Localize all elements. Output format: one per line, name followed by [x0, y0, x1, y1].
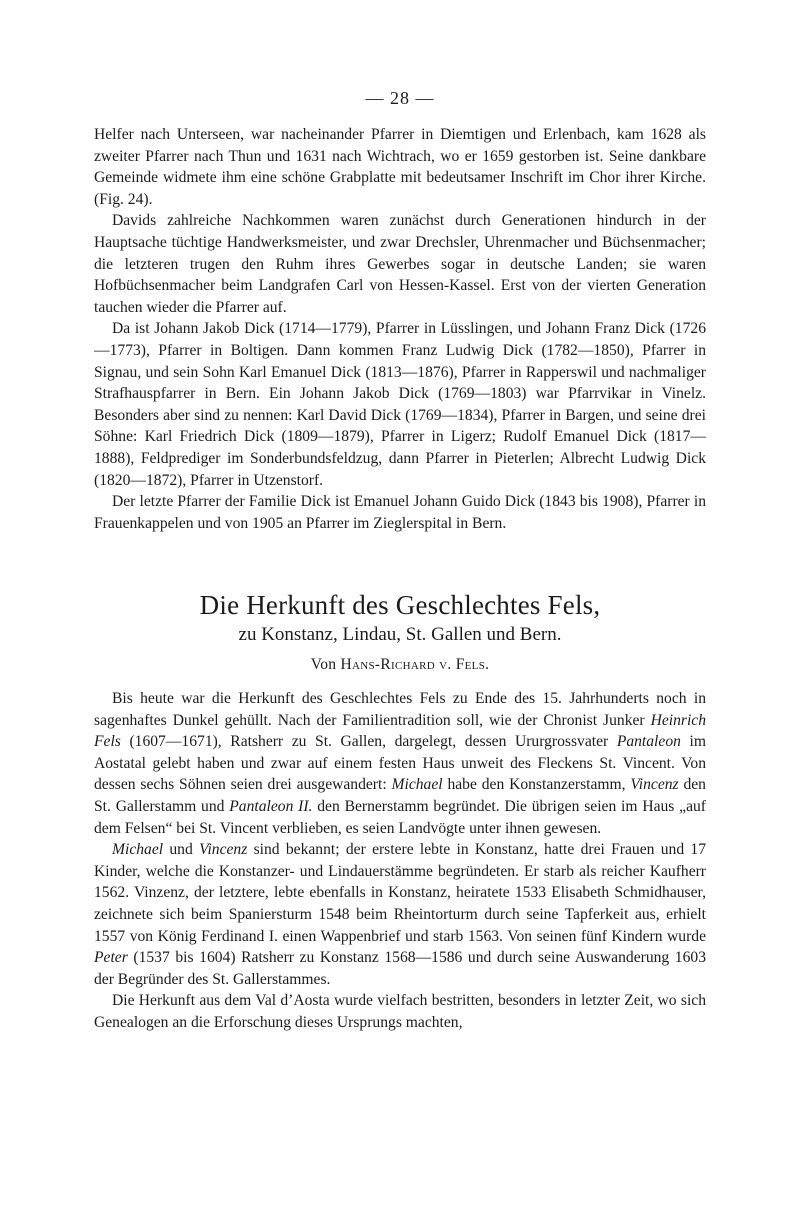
article-body	[94, 688, 706, 1034]
paragraph: Da ist Johann Jakob Dick (1714—1779), Pfarrer in Lüsslingen, und Johann Franz Dick (1726—1773), Pfarrer in Boltigen. Dann kommen Franz Ludwig Dick (1782—1850), Pfarrer in Signau, und sein Sohn Karl Emanuel Dick (1813—1876), Pfarrer in Rapperswil und nachmaliger Strafhauspfarrer in Bern. Ein Johann Jakob Dick (1769—1803) war Pfarrvikar in Vinelz. Besonders aber sind zu nennen: Karl David Dick (1769—1834), Pfarrer in Bargen, und seine drei Söhne: Karl Friedrich Dick (1809—1879), Pfarrer in Ligerz; Rudolf Emanuel Dick (1817—1888), Feldprediger im Sonderbundsfeldzug, dann Pfarrer in Pieterlen; Albrecht Ludwig Dick (1820—1872), Pfarrer in Utzenstorf.	[94, 320, 706, 489]
italic-name: Heinrich Fels	[94, 711, 706, 751]
italic-name: Pantaleon II.	[229, 797, 313, 815]
text-run: den St. Gallerstamm und	[94, 776, 706, 815]
text-run: den Bernerstamm begründet. Die übrigen seien im Haus „auf dem Felsen“ bei St. Vincent verblieben, es seien Landvögte unter ihnen gewesen.	[94, 797, 706, 837]
paragraph: Helfer nach Unterseen, war nacheinander Pfarrer in Diemtigen und Erlenbach, kam 1628 als zweiter Pfarrer nach Thun und 1631 nach Wichtrach, wo er 1659 gestorben ist. Seine dankbare Gemeinde widmete ihm eine schöne Grabplatte mit bedeutsamer Inschrift im Chor ihrer Kirche. (Fig. 24).	[94, 126, 706, 208]
paragraph	[94, 688, 706, 839]
text-run: im Aostatal gelebt haben und zwar auf einem festen Haus unweit des Fleckens St. Vincent. Von dessen sechs Söhnen seien drei ausgewandert:	[94, 733, 706, 794]
paragraph: Der letzte Pfarrer der Familie Dick ist Emanuel Johann Guido Dick (1843 bis 1908), Pfarrer in Frauenkappelen und von 1905 an Pfarrer im Zieglerspital in Bern.	[94, 493, 706, 532]
article-byline	[0, 656, 800, 674]
italic-name: Michael	[391, 776, 443, 794]
byline-prefix: Von	[310, 656, 337, 673]
text-run: habe den Konstanzerstamm,	[442, 776, 631, 794]
paragraph: Die Herkunft aus dem Val d’Aosta wurde vielfach bestritten, besonders in letzter Zeit, wo sich Genealogen an die Erforschung dieses Ursprungs machten,	[94, 992, 706, 1031]
text-run: sind bekannt; der erstere lebte in Konstanz, hatte drei Frauen und 17 Kinder, welche die Konstanzer- und Lindauerstämme begründeten. Er starb als reicher Kaufherr 1562. Vinzenz, der letztere, lebte ebenfalls in Konstanz, heiratete 1533 Elisabeth Schmidhauser, zeichnete sich beim Spaniersturm 1548 beim Rheintorturm durch seine Tapferkeit aus, erhielt 1557 von König Ferdinand I. einen Wappenbrief und starb 1563. Von seinen fünf Kindern wurde	[94, 841, 707, 945]
text-run: Bis heute war die Herkunft des Geschlechtes Fels zu Ende des 15. Jahrhunderts noch in sagenhaftes Dunkel gehüllt. Nach der Familientradition soll, wie der Chronist Junker	[94, 690, 706, 729]
page-number: — 28 —	[365, 88, 435, 108]
text-run: (1607—1671), Ratsherr zu St. Gallen, dargelegt, dessen Ururgrossvater	[120, 733, 617, 751]
paragraph: Davids zahlreiche Nachkommen waren zunächst durch Generationen hindurch in der Hauptsache tüchtige Handwerksmeister, und zwar Drechsler, Uhrenmacher und Büchsenmacher; die letzteren trugen den Ruhm ihres Gewerbes sogar in deutsche Landen; sie waren Hofbüchsenmacher beim Landgrafen Carl von Hessen-Kassel. Erst von der vierten Generation tauchen wieder die Pfarrer auf.	[94, 212, 706, 316]
article-subtitle: zu Konstanz, Lindau, St. Gallen und Bern.	[238, 624, 562, 645]
paragraph	[94, 839, 706, 990]
italic-name: Vincenz	[630, 776, 679, 794]
italic-name: Michael	[112, 841, 164, 859]
italic-name: Pantaleon	[616, 733, 681, 751]
previous-article-text	[94, 124, 706, 534]
text-run: und	[163, 841, 200, 859]
text-run: (1537 bis 1604) Ratsherr zu Konstanz 1568—1586 und durch seine Auswanderung 1603 der Begründer des St. Gallerstammes.	[94, 949, 706, 988]
italic-name: Peter	[94, 949, 128, 967]
author-name: Hans-Richard v. Fels.	[340, 656, 490, 673]
italic-name: Vincenz	[199, 841, 248, 859]
article-title: Die Herkunft des Geschlechtes Fels,	[199, 590, 601, 620]
